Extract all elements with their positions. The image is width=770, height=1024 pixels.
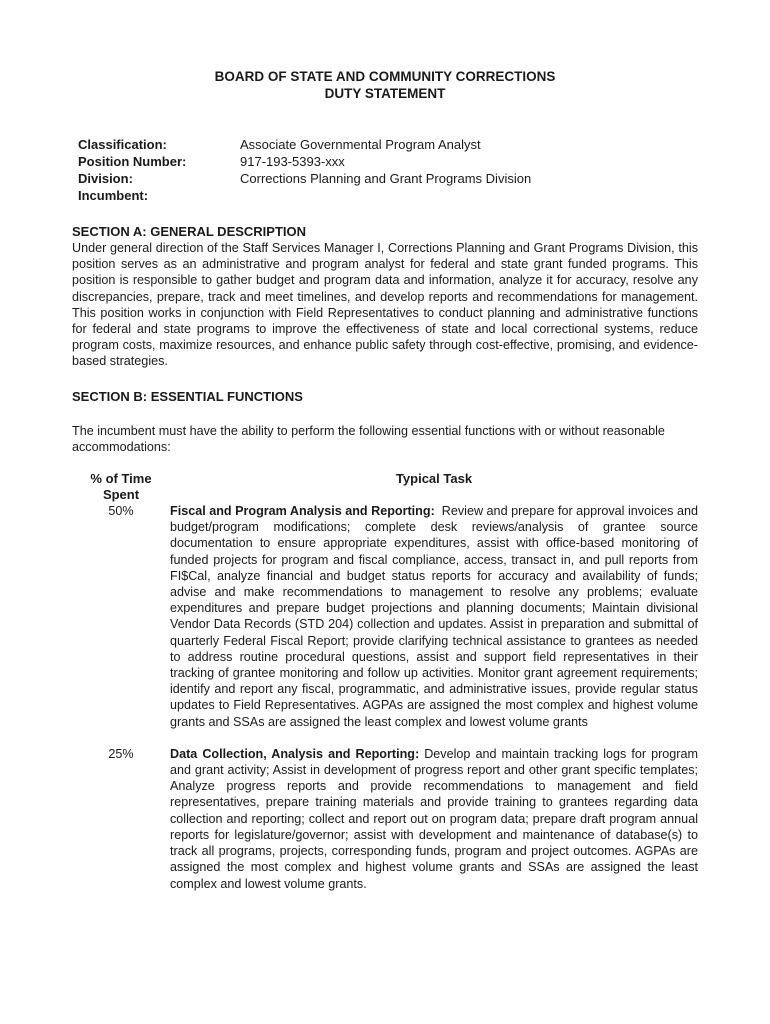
task-row xyxy=(72,746,698,892)
time-header-line2: Spent xyxy=(102,487,140,503)
essential-functions-intro: The incumbent must have the ability to perform the following essential functions with or without reasonable accommodations: xyxy=(72,423,665,454)
incumbent-value xyxy=(240,187,698,204)
section-a xyxy=(72,224,698,370)
time-header-line1: % of Time xyxy=(90,471,152,487)
task-text: Develop and maintain tracking logs for program and grant activity; Assist in development of progress report and other grant specific templates; Analyze progress reports and provide recommendations to management and field representatives, prepare training materials and provide training to grantees regarding data collection and reporting; collect and report out on program data; prepare draft program annual reports for legislature/governor; assist with development and maintenance of database(s) to track all programs, projects, corresponding funds, program and project outcomes. AGPAs are assigned the most complex and highest volume grants and SSAs are assigned the least complex and lowest volume grants. xyxy=(170,746,698,891)
section-a-title: SECTION A: GENERAL DESCRIPTION xyxy=(72,224,307,239)
classification-value: Associate Governmental Program Analyst xyxy=(240,137,481,152)
task-description xyxy=(170,746,698,892)
position-number-label: Position Number: xyxy=(78,154,187,169)
general-description: Under general direction of the Staff Services Manager I, Corrections Planning and Grant Programs Division, this position serves as an administrative and program analyst for federal and state grant funded programs. This position is responsible to gather budget and program data and information, analyze it for accuracy, resolve any discrepancies, prepare, track and meet timelines, and develop reports and recommendations for management. This position works in conjunction with Field Representatives to conduct planning and administrative functions for federal and state programs to improve the effectiveness of state and local correctional systems, reduce program costs, maximize resources, and enhance public safety through cost-effective, promising, and evidence-based strategies. xyxy=(72,241,698,369)
incumbent-label: Incumbent: xyxy=(78,188,149,203)
task-percent: 25% xyxy=(108,746,134,761)
organization-title: BOARD OF STATE AND COMMUNITY CORRECTIONS xyxy=(214,69,556,84)
task-heading: Data Collection, Analysis and Reporting: xyxy=(170,746,420,761)
document-title: DUTY STATEMENT xyxy=(324,86,446,101)
document-header xyxy=(72,68,698,102)
section-b xyxy=(72,389,698,892)
task-text: Review and prepare for approval invoices and budget/program modifications; complete desk reviews/analysis of grantee source documentation to ensure appropriate expenditures, assist with office-based monitoring of funded projects for program and fiscal compliance, access, transact in, and pull reports from FI$Cal, analyze financial and budget status reports for accuracy and availability of funds; advise and make recommendations to management to resolve any problems; evaluate expenditures and prepare budget projections and planning documents; Maintain divisional Vendor Data Records (STD 204) collection and updates. Assist in preparation and submittal of quarterly Federal Fiscal Report; provide clarifying technical assistance to grantees as needed to address routine procedural questions, assist and support field representatives in their tracking of grantee monitoring and follow up activities. Monitor grant agreement requirements; identify and report any fiscal, programmatic, and administrative issues, provide regular status updates to Field Representatives. AGPAs are assigned the most complex and highest volume grants and SSAs are assigned the least complex and lowest volume grants xyxy=(170,504,698,729)
task-heading: Fiscal and Program Analysis and Reporting: xyxy=(170,504,435,519)
section-b-title: SECTION B: ESSENTIAL FUNCTIONS xyxy=(72,388,303,404)
position-number-value: 917-193-5393-xxx xyxy=(240,154,345,169)
task-description xyxy=(170,487,698,730)
division-value: Corrections Planning and Grant Programs Division xyxy=(240,171,532,186)
division-label: Division: xyxy=(78,171,133,186)
position-info xyxy=(78,136,698,204)
task-percent: 50% xyxy=(108,504,134,519)
task-column-header: Typical Task xyxy=(395,471,473,487)
task-row xyxy=(72,487,698,730)
classification-label: Classification: xyxy=(78,137,167,152)
tasks-table xyxy=(72,471,698,892)
